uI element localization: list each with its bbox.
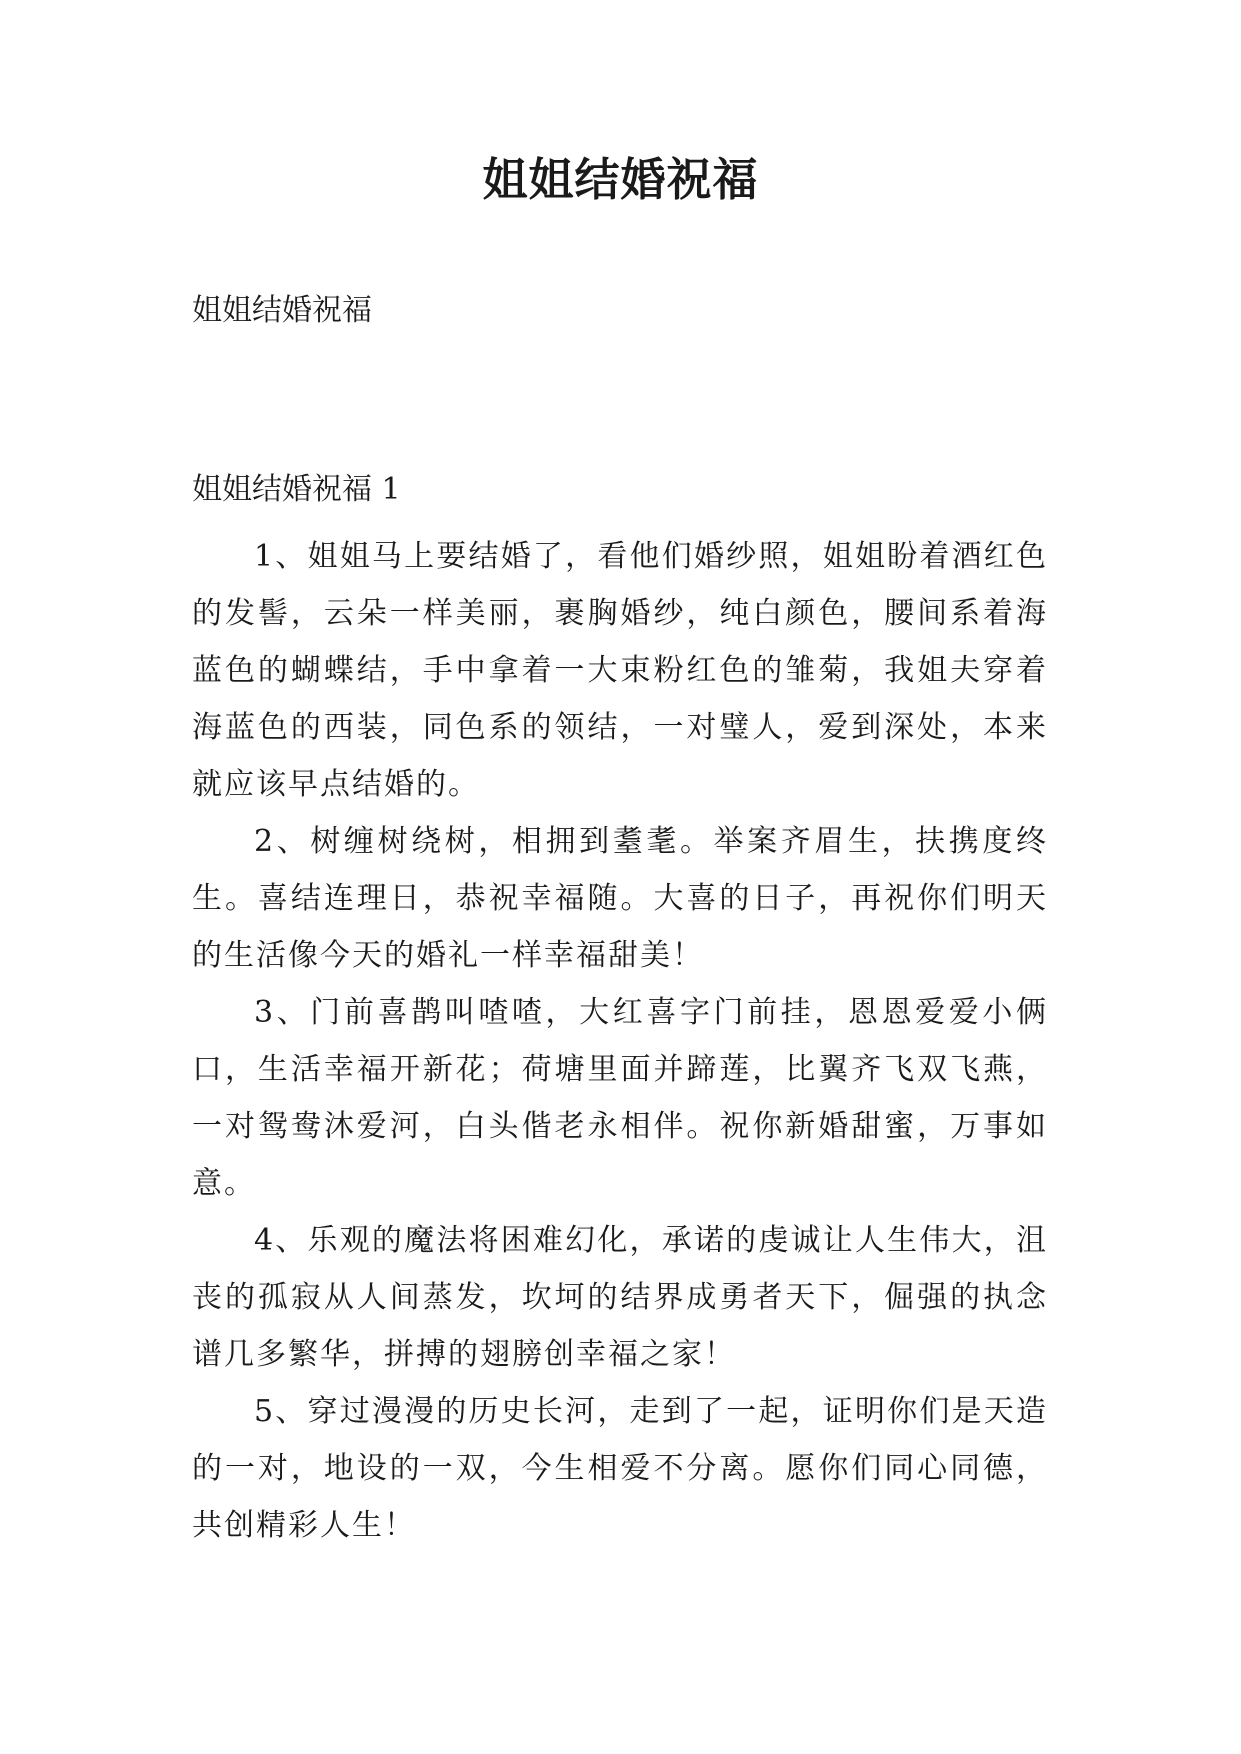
blessing-paragraph-1: 1、姐姐马上要结婚了，看他们婚纱照，姐姐盼着酒红色的发髻，云朵一样美丽，裹胸婚纱，纯白颜色，腰间系着海蓝色的蝴蝶结，手中拿着一大束粉红色的雏菊，我姐夫穿着海蓝色的西装，同色系的领结，一对璧人，爱到深处，本来就应该早点结婚的。 bbox=[192, 539, 1048, 802]
blessing-paragraph-2: 2、树缠树绕树，相拥到耋耄。举案齐眉生，扶携度终生。喜结连理日，恭祝幸福随。大喜的日子，再祝你们明天的生活像今天的婚礼一样幸福甜美！ bbox=[192, 824, 1048, 973]
blessing-paragraph-3: 3、门前喜鹊叫喳喳，大红喜字门前挂，恩恩爱爱小俩口，生活幸福开新花；荷塘里面并蹄莲，比翼齐飞双飞燕，一对鸳鸯沐爱河，白头偕老永相伴。祝你新婚甜蜜，万事如意。 bbox=[192, 995, 1048, 1201]
blessing-paragraph-4: 4、乐观的魔法将困难幻化，承诺的虔诚让人生伟大，沮丧的孤寂从人间蒸发，坎坷的结界成勇者天下，倔强的执念谱几多繁华，拼搏的翅膀创幸福之家！ bbox=[192, 1223, 1048, 1372]
document-title: 姐姐结婚祝福 bbox=[482, 153, 759, 206]
blessing-paragraph-5: 5、穿过漫漫的历史长河，走到了一起，证明你们是天造的一对，地设的一双，今生相爱不分离。愿你们同心同德，共创精彩人生！ bbox=[192, 1394, 1048, 1543]
blessings-list bbox=[192, 528, 1048, 1554]
section-heading: 姐姐结婚祝福 1 bbox=[192, 472, 401, 507]
document-subtitle: 姐姐结婚祝福 bbox=[192, 293, 372, 328]
